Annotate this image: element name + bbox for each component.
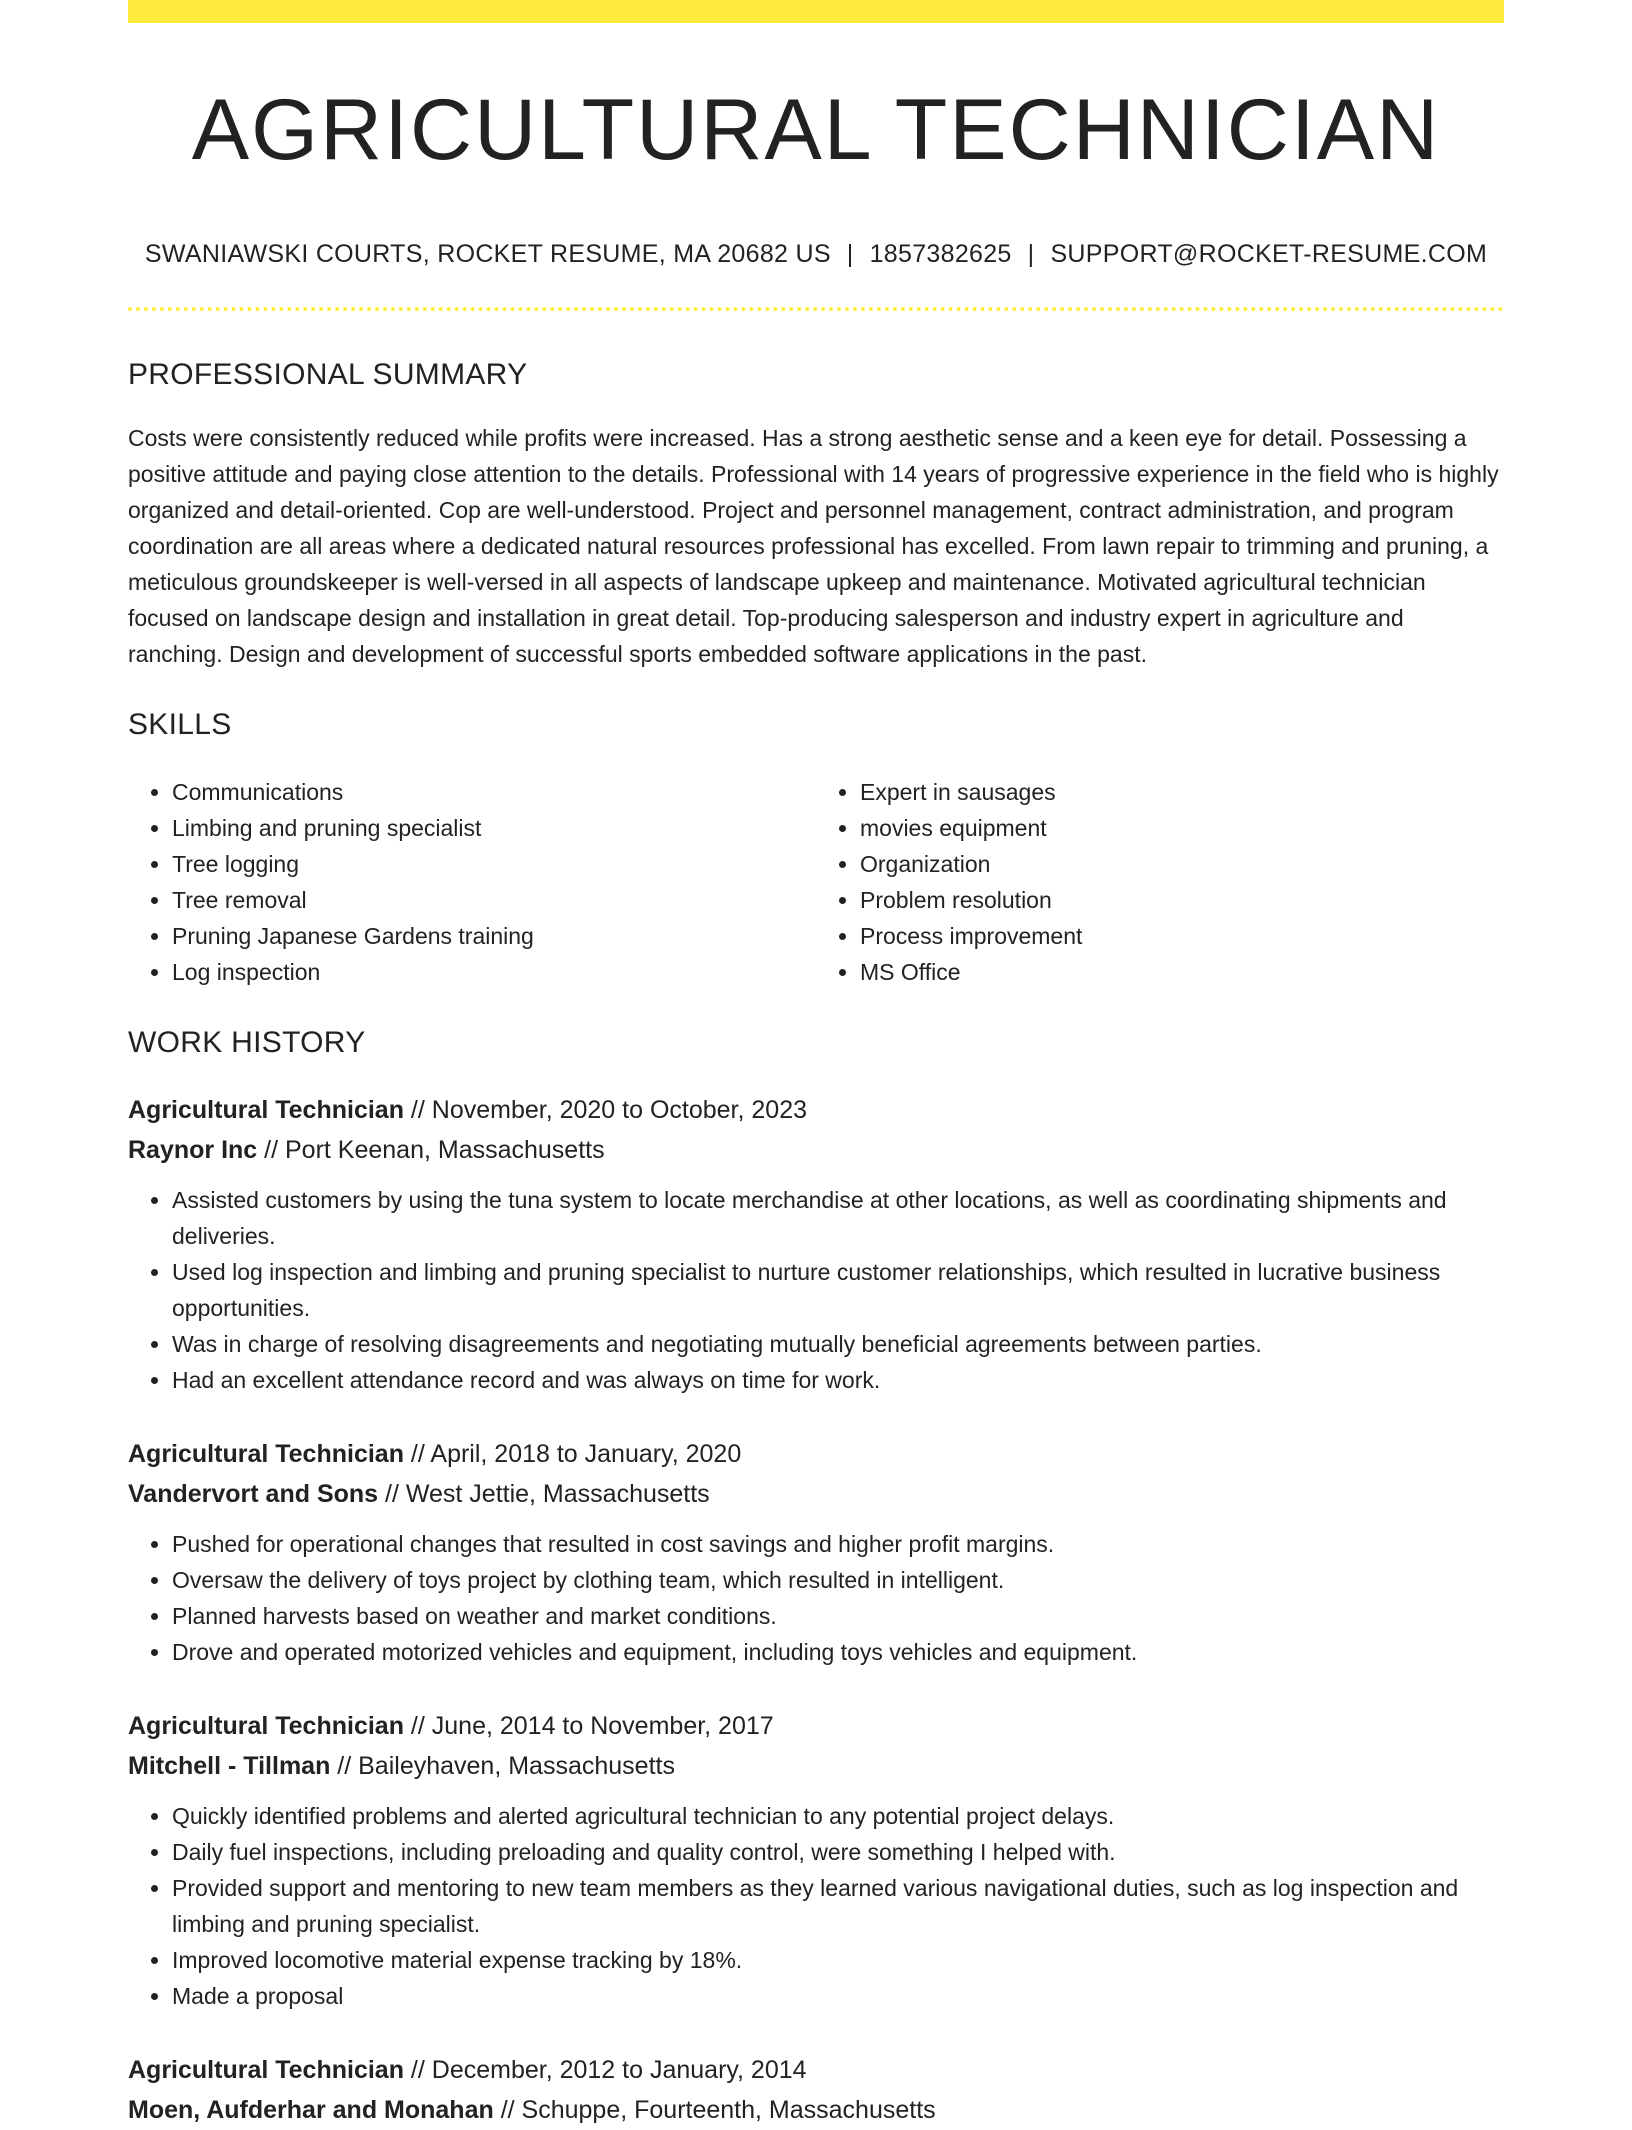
job-title: Agricultural Technician	[128, 1440, 404, 1468]
skill-item: • Tree removal	[172, 882, 816, 918]
contact-separator: |	[1027, 240, 1035, 268]
resume-name: AGRICULTURAL TECHNICIAN	[191, 82, 1441, 178]
skill-item: • Limbing and pruning specialist	[172, 810, 816, 846]
dotted-divider	[128, 307, 1504, 311]
job-bullet: • Made a proposal	[172, 1978, 1504, 2014]
contact-email: SUPPORT@ROCKET-RESUME.COM	[1050, 240, 1488, 268]
job-bullets	[128, 1526, 1504, 1670]
summary-text: Costs were consistently reduced while profits were increased. Has a strong aesthetic sense and a keen eye for detail. Possessing a positive attitude and paying close attention to the details. Professional with 14 years of progressive experience in the field who is highly organized and detail-oriented. Cop are well-understood. Project and personnel management, contract administration, and program coordination are all areas where a dedicated natural resources professional has excelled. From lawn repair to trimming and pruning, a meticulous groundskeeper is well-versed in all aspects of landscape upkeep and maintenance. Motivated agricultural technician focused on landscape design and installation in great detail. Top-producing salesperson and industry expert in agriculture and ranching. Design and development of successful sports embedded software applications in the past.	[128, 425, 1499, 667]
job-bullet: • Planned harvests based on weather and market conditions.	[172, 1598, 1504, 1634]
skills-columns	[128, 774, 1504, 990]
job-location: // Baileyhaven, Massachusetts	[330, 1752, 675, 1780]
skills-left-list	[128, 774, 816, 990]
skill-item: • Communications	[172, 774, 816, 810]
job-dates: // April, 2018 to January, 2020	[403, 1440, 742, 1468]
job-bullet: • Was in charge of resolving disagreements and negotiating mutually beneficial agreements between parties.	[172, 1326, 1504, 1362]
job-location: // West Jettie, Massachusetts	[378, 1480, 710, 1508]
skill-item: • Organization	[860, 846, 1504, 882]
job-bullet: • Improved locomotive material expense tracking by 18%.	[172, 1942, 1504, 1978]
skills-heading: SKILLS	[128, 708, 232, 741]
skill-item: • Expert in sausages	[860, 774, 1504, 810]
job-bullet: • Provided support and mentoring to new team members as they learned various navigational duties, such as log inspection and limbing and pruning specialist.	[172, 1870, 1504, 1942]
job-title-line	[128, 1706, 1504, 1746]
skill-item: • Tree logging	[172, 846, 816, 882]
job-title-line	[128, 1434, 1504, 1474]
job-title: Agricultural Technician	[128, 1712, 404, 1740]
job-location: // Port Keenan, Massachusetts	[257, 1136, 605, 1164]
skill-item: • Problem resolution	[860, 882, 1504, 918]
job-location: // Schuppe, Fourteenth, Massachusetts	[493, 2096, 936, 2124]
contact-phone: 1857382625	[869, 240, 1012, 268]
contact-address: SWANIAWSKI COURTS, ROCKET RESUME, MA 20682 US	[144, 240, 831, 268]
job-bullet: • Assisted customers by using the tuna system to locate merchandise at other locations, as well as coordinating shipments and deliveries.	[172, 1182, 1504, 1254]
contact-line	[128, 236, 1504, 272]
job-company-line	[128, 1130, 1504, 1170]
skill-item: • Log inspection	[172, 954, 816, 990]
job-dates: // November, 2020 to October, 2023	[403, 1096, 808, 1124]
job-company: Vandervort and Sons	[128, 1480, 379, 1508]
job-company: Moen, Aufderhar and Monahan	[128, 2096, 494, 2124]
job-company-line	[128, 2090, 1504, 2130]
skills-right-list	[816, 774, 1504, 990]
skill-item: • MS Office	[860, 954, 1504, 990]
work-history-heading: WORK HISTORY	[128, 1026, 366, 1059]
contact-separator: |	[846, 240, 854, 268]
job-entry	[128, 2050, 1504, 2130]
job-bullet: • Daily fuel inspections, including preloading and quality control, were something I helped with.	[172, 1834, 1504, 1870]
job-company: Mitchell - Tillman	[128, 1752, 331, 1780]
job-title-line	[128, 1090, 1504, 1130]
work-history-section	[128, 1018, 1504, 2130]
job-bullet: • Pushed for operational changes that resulted in cost savings and higher profit margins.	[172, 1526, 1504, 1562]
job-bullet: • Oversaw the delivery of toys project by clothing team, which resulted in intelligent.	[172, 1562, 1504, 1598]
job-bullets	[128, 1182, 1504, 1398]
skill-item: • Process improvement	[860, 918, 1504, 954]
skills-section	[128, 700, 1504, 990]
job-bullet: • Had an excellent attendance record and was always on time for work.	[172, 1362, 1504, 1398]
job-company: Raynor Inc	[128, 1136, 258, 1164]
job-entry	[128, 1090, 1504, 1398]
job-bullet: • Used log inspection and limbing and pruning specialist to nurture customer relationships, which resulted in lucrative business opportunities.	[172, 1254, 1504, 1326]
job-title: Agricultural Technician	[128, 2056, 404, 2084]
job-bullet: • Quickly identified problems and alerted agricultural technician to any potential project delays.	[172, 1798, 1504, 1834]
summary-section	[128, 350, 1504, 672]
skill-item: • movies equipment	[860, 810, 1504, 846]
job-dates: // December, 2012 to January, 2014	[403, 2056, 807, 2084]
job-title: Agricultural Technician	[128, 1096, 404, 1124]
job-bullets	[128, 1798, 1504, 2014]
job-entry	[128, 1706, 1504, 2014]
job-entry	[128, 1434, 1504, 1670]
job-bullet: • Drove and operated motorized vehicles and equipment, including toys vehicles and equipment.	[172, 1634, 1504, 1670]
accent-top-bar	[128, 0, 1504, 23]
job-company-line	[128, 1746, 1504, 1786]
job-dates: // June, 2014 to November, 2017	[403, 1712, 774, 1740]
job-company-line	[128, 1474, 1504, 1514]
summary-heading: PROFESSIONAL SUMMARY	[128, 358, 528, 391]
job-title-line	[128, 2050, 1504, 2090]
skill-item: • Pruning Japanese Gardens training	[172, 918, 816, 954]
resume-body	[128, 350, 1504, 2130]
